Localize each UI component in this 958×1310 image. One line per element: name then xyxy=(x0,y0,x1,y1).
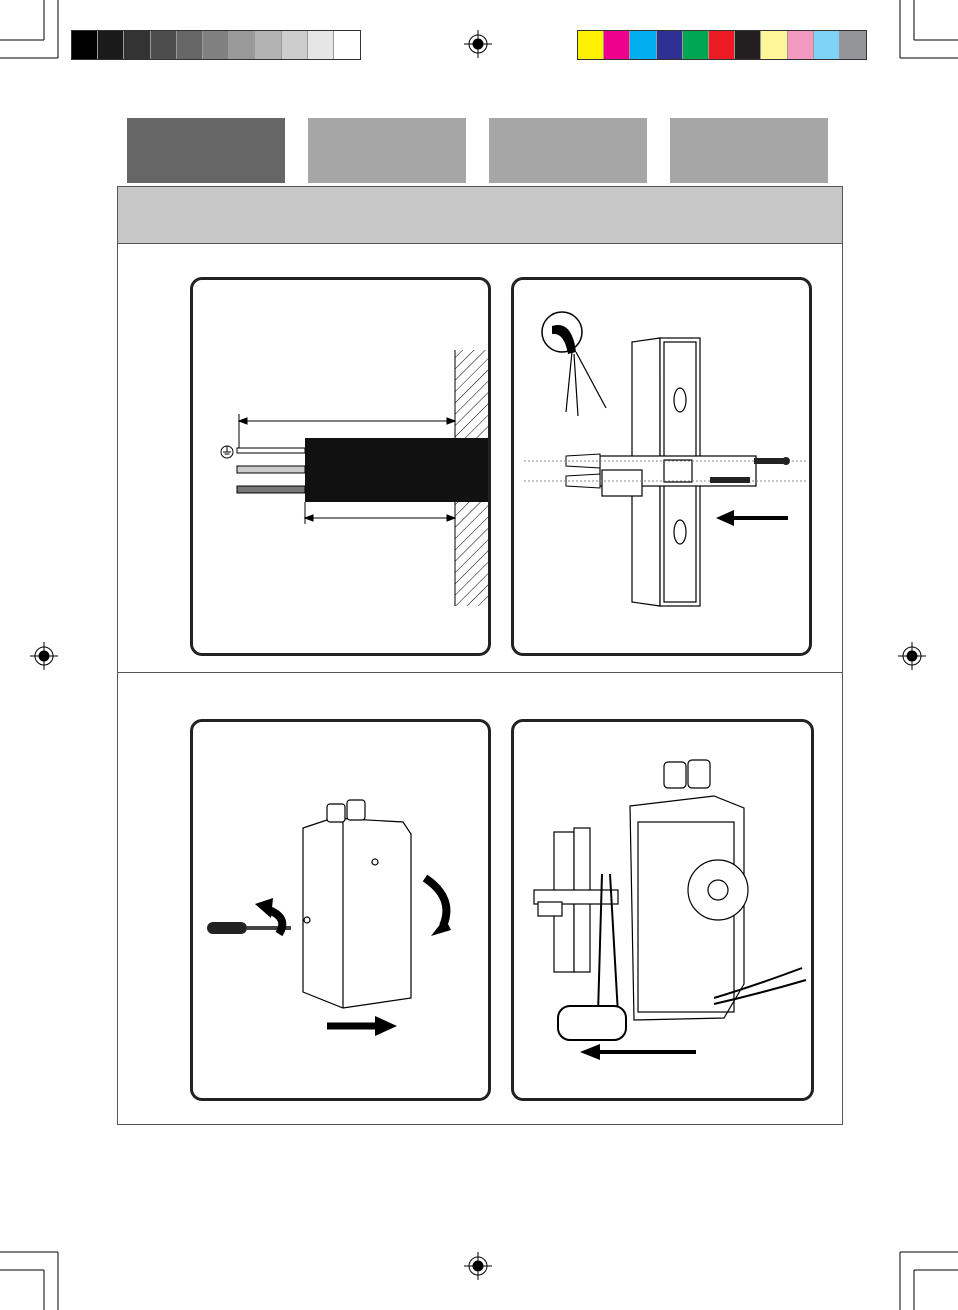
registration-mark-bottom xyxy=(464,1252,492,1280)
ground-wire xyxy=(237,448,305,453)
heater-back-view xyxy=(630,760,748,1020)
color-swatch xyxy=(735,31,761,59)
dimension-sheath-length xyxy=(305,502,455,524)
gray-swatch xyxy=(229,31,255,59)
tab-2[interactable] xyxy=(308,118,466,183)
gray-swatch xyxy=(124,31,150,59)
color-swatch xyxy=(630,31,656,59)
push-arrow-icon xyxy=(716,510,788,526)
crop-mark-bottom-right xyxy=(900,1252,958,1310)
registration-mark-left xyxy=(30,642,58,670)
crop-mark-top-left xyxy=(0,0,58,58)
color-swatch xyxy=(840,31,866,59)
figure-cable-preparation xyxy=(190,277,491,656)
slide-arrow-icon xyxy=(327,1016,397,1036)
gray-swatch xyxy=(98,31,124,59)
gray-swatch xyxy=(72,31,98,59)
gray-swatch xyxy=(151,31,177,59)
color-swatch xyxy=(814,31,840,59)
bracket-side-view xyxy=(534,828,618,972)
crop-mark-bottom-left xyxy=(0,1252,58,1310)
tab-3[interactable] xyxy=(489,118,647,183)
color-swatch xyxy=(761,31,787,59)
figure-screw-removal xyxy=(190,719,491,1101)
gray-swatch xyxy=(255,31,281,59)
registration-mark-top xyxy=(464,30,492,58)
figure-mounting-bracket xyxy=(511,277,812,656)
rotate-arrow-right-icon xyxy=(425,878,446,926)
cable-sheath xyxy=(305,438,491,502)
cable-inlet-detail xyxy=(542,312,606,416)
gray-swatch xyxy=(203,31,229,59)
section-divider xyxy=(117,672,843,673)
figure-bracket-attach xyxy=(511,719,814,1101)
live-wire xyxy=(237,486,305,493)
wall-plugs xyxy=(566,454,600,488)
gray-swatch xyxy=(282,31,308,59)
neutral-wire xyxy=(237,466,305,473)
ground-symbol-icon xyxy=(221,446,233,458)
slide-arrow-left-icon xyxy=(580,1044,696,1060)
grayscale-color-bar xyxy=(71,30,361,60)
color-swatch xyxy=(657,31,683,59)
gray-swatch xyxy=(177,31,203,59)
heater-unit xyxy=(303,800,411,1008)
tab-1[interactable] xyxy=(127,118,285,183)
color-swatch xyxy=(788,31,814,59)
color-swatch xyxy=(604,31,630,59)
registration-mark-right xyxy=(898,642,926,670)
color-swatch xyxy=(578,31,604,59)
callout-box xyxy=(558,1006,626,1040)
gray-swatch xyxy=(308,31,334,59)
section-header-band xyxy=(117,186,843,244)
gray-swatch xyxy=(334,31,360,59)
color-swatch xyxy=(683,31,709,59)
color-swatch xyxy=(709,31,735,59)
crop-mark-top-right xyxy=(900,0,958,58)
tab-4[interactable] xyxy=(670,118,828,183)
process-color-bar xyxy=(577,30,867,60)
